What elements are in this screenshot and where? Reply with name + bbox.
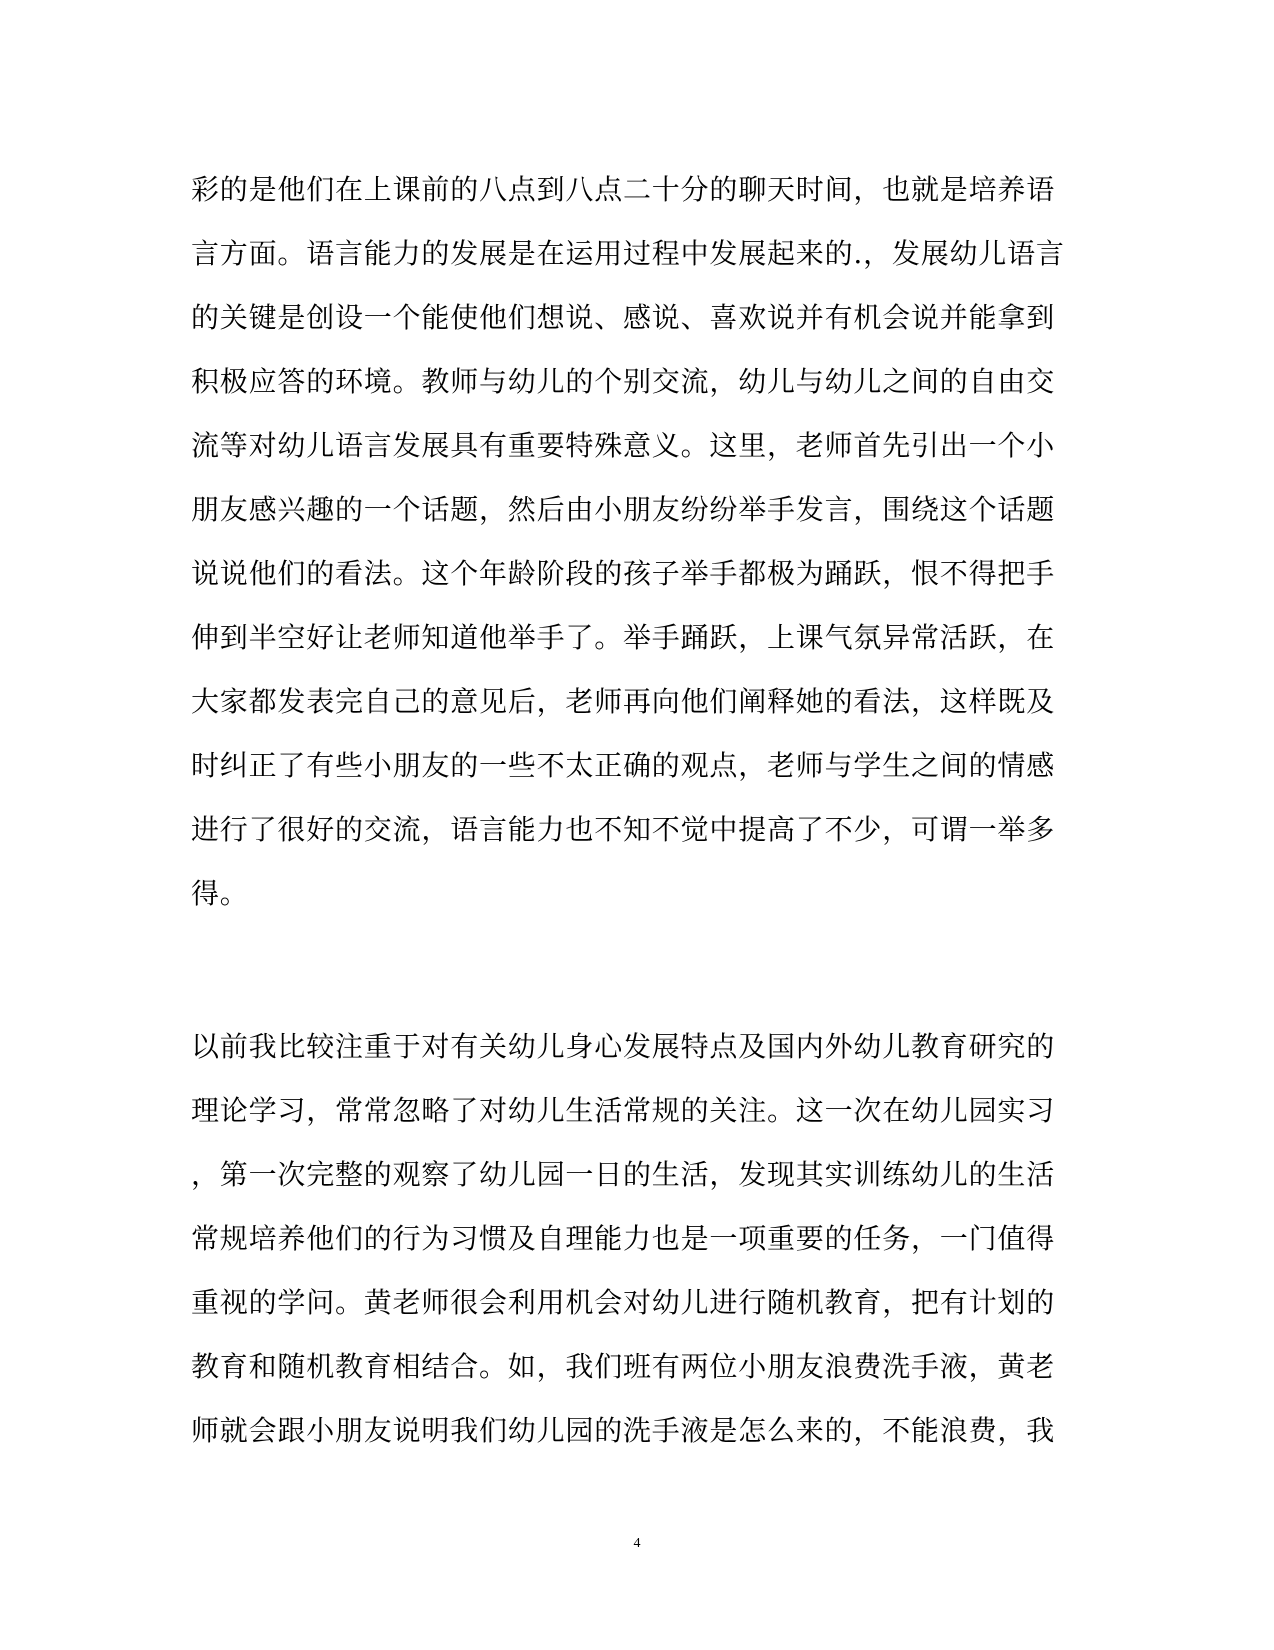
text-line: 言方面。语言能力的发展是在运用过程中发展起来的.，发展幼儿语言 xyxy=(191,237,1065,270)
text-line: 说说他们的看法。这个年龄阶段的孩子举手都极为踊跃，恨不得把手 xyxy=(191,557,1056,590)
text-line: 大家都发表完自己的意见后，老师再向他们阐释她的看法，这样既及 xyxy=(191,685,1056,718)
text-line: 流等对幼儿语言发展具有重要特殊意义。这里，老师首先引出一个小 xyxy=(191,429,1056,462)
text-line: 常规培养他们的行为习惯及自理能力也是一项重要的任务，一门值得 xyxy=(191,1222,1056,1255)
text-line: 的关键是创设一个能使他们想说、感说、喜欢说并有机会说并能拿到 xyxy=(191,301,1056,334)
text-line: 进行了很好的交流，语言能力也不知不觉中提高了不少，可谓一举多 xyxy=(191,813,1056,846)
paragraph-1 xyxy=(191,158,1091,926)
page-number: 4 xyxy=(633,1536,641,1551)
text-line: 以前我比较注重于对有关幼儿身心发展特点及国内外幼儿教育研究的 xyxy=(191,1030,1056,1063)
text-line: 教育和随机教育相结合。如，我们班有两位小朋友浪费洗手液，黄老 xyxy=(191,1350,1056,1383)
text-line: ，第一次完整的观察了幼儿园一日的生活，发现其实训练幼儿的生活 xyxy=(191,1158,1056,1191)
text-line: 得。 xyxy=(191,877,249,910)
text-line: 朋友感兴趣的一个话题，然后由小朋友纷纷举手发言，围绕这个话题 xyxy=(191,493,1056,526)
text-line: 伸到半空好让老师知道他举手了。举手踊跃，上课气氛异常活跃，在 xyxy=(191,621,1056,654)
text-line: 时纠正了有些小朋友的一些不太正确的观点，老师与学生之间的情感 xyxy=(191,749,1056,782)
text-line: 师就会跟小朋友说明我们幼儿园的洗手液是怎么来的，不能浪费，我 xyxy=(191,1414,1056,1447)
text-line: 彩的是他们在上课前的八点到八点二十分的聊天时间，也就是培养语 xyxy=(191,173,1056,206)
paragraph-2 xyxy=(191,1015,1091,1463)
text-line: 重视的学问。黄老师很会利用机会对幼儿进行随机教育，把有计划的 xyxy=(191,1286,1056,1319)
text-line: 积极应答的环境。教师与幼儿的个别交流，幼儿与幼儿之间的自由交 xyxy=(191,365,1056,398)
text-line: 理论学习，常常忽略了对幼儿生活常规的关注。这一次在幼儿园实习 xyxy=(191,1094,1056,1127)
